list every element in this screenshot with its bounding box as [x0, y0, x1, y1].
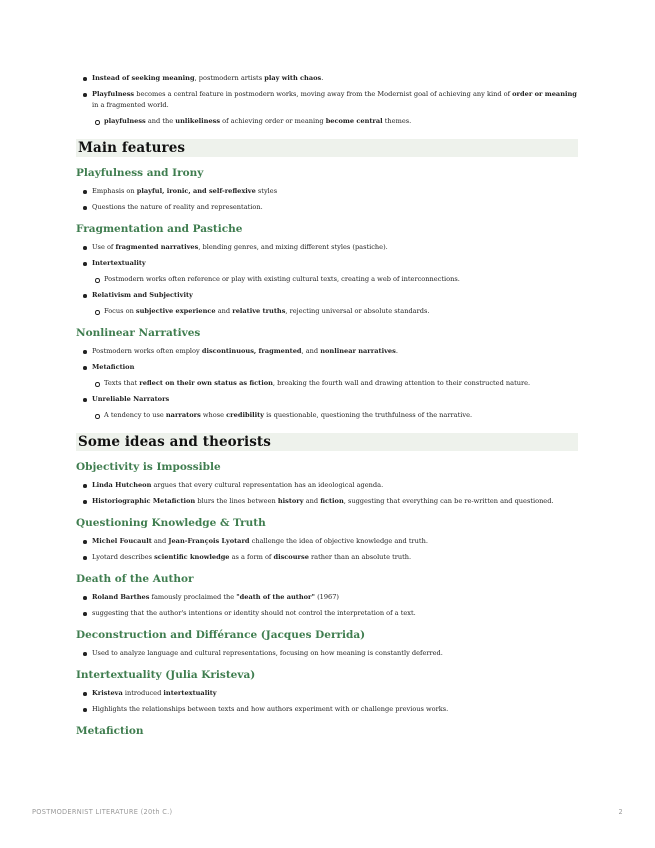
page-content: [76, 73, 578, 744]
list-item: [76, 73, 578, 84]
subsection-heading: Death of the Author: [76, 573, 194, 585]
text-run: challenge the idea of objective knowledge and truth.: [249, 537, 428, 545]
text-run: famously proclaimed the: [149, 593, 237, 601]
intro-bullet-list: [76, 73, 578, 127]
text-run: .: [395, 347, 398, 355]
bold-text: unlikeliness: [175, 117, 221, 125]
list-item: [76, 362, 578, 373]
list-item: [76, 346, 578, 357]
text-run: , blending genres, and mixing different styles (pastiche).: [198, 243, 388, 251]
bold-text: Kristeva: [92, 689, 123, 697]
bold-text: discourse: [273, 553, 309, 561]
sub-list-item: [76, 378, 578, 389]
list-item: [76, 394, 578, 405]
bullet-list: [76, 242, 578, 317]
bold-text: playful, ironic, and self-reflexive: [136, 187, 256, 195]
text-run: and the: [145, 117, 176, 125]
text-run: Emphasis on: [92, 187, 137, 195]
bullet-list: [76, 480, 578, 507]
footer-title: POSTMODERNIST LITERATURE (20th C.): [32, 808, 173, 816]
text-run: (1967): [314, 593, 339, 601]
subsection-heading: Nonlinear Narratives: [76, 327, 201, 339]
subsection-heading: Intertextuality (Julia Kristeva): [76, 669, 256, 681]
bold-text: Michel Foucault: [92, 537, 152, 545]
sub-list-item: [76, 116, 578, 127]
text-run: and: [215, 307, 233, 315]
bold-text: credibility: [226, 411, 264, 419]
bold-text: relative truths: [232, 307, 286, 315]
list-item: [76, 496, 578, 507]
text-run: suggesting that the author's intentions or identity should not control the interpretation of a text.: [92, 609, 416, 617]
text-run: becomes a central feature in postmodern works, moving away from the Modernist goal of achieving any kind of: [134, 90, 513, 98]
list-item: [76, 89, 578, 111]
bold-text: fragmented narratives: [115, 243, 199, 251]
text-run: Used to analyze language and cultural representations, focusing on how meaning is constantly deferred.: [92, 649, 443, 657]
section-heading: Some ideas and theorists: [76, 433, 578, 451]
text-run: whose: [200, 411, 227, 419]
bullet-list: [76, 186, 578, 213]
text-run: in a fragmented world.: [92, 101, 169, 109]
text-run: styles: [255, 187, 278, 195]
bold-text: play with chaos: [264, 74, 322, 82]
bold-text: history: [277, 497, 304, 505]
text-run: Postmodern works often reference or play with existing cultural texts, creating a web of interconnections.: [104, 275, 460, 283]
sub-list-item: [76, 306, 578, 317]
bold-text: Instead of seeking meaning: [92, 74, 195, 82]
sections-container: [76, 139, 578, 738]
text-run: introduced: [122, 689, 164, 697]
list-item: [76, 202, 578, 213]
list-item: [76, 480, 578, 491]
text-run: Lyotard describes: [92, 553, 155, 561]
list-item: [76, 258, 578, 269]
sub-list-item: [76, 274, 578, 285]
bold-text: nonlinear narratives: [320, 347, 396, 355]
bullet-list: [76, 346, 578, 421]
list-item: [76, 186, 578, 197]
bold-text: Jean-François Lyotard: [168, 537, 250, 545]
bold-text: order or meaning: [512, 90, 577, 98]
bold-text: "death of the author": [236, 593, 315, 601]
text-run: of achieving order or meaning: [220, 117, 326, 125]
page-footer: [32, 808, 623, 816]
list-item: [76, 704, 578, 715]
list-item: [76, 536, 578, 547]
text-run: Questions the nature of reality and representation.: [92, 203, 263, 211]
text-run: Postmodern works often employ: [92, 347, 202, 355]
bold-text: Linda Hutcheon: [92, 481, 152, 489]
text-run: Use of: [92, 243, 116, 251]
bold-text: playfulness: [104, 117, 146, 125]
subsection-heading: Deconstruction and Différance (Jacques Derrida): [76, 629, 366, 641]
subsection-heading: Metafiction: [76, 725, 144, 737]
bold-text: Intertextuality: [92, 259, 146, 267]
text-run: argues that every cultural representation has an ideological agenda.: [151, 481, 384, 489]
bullet-list: [76, 536, 578, 563]
text-run: , rejecting universal or absolute standards.: [285, 307, 430, 315]
list-item: [76, 242, 578, 253]
bold-text: Playfulness: [92, 90, 135, 98]
text-run: Texts that: [104, 379, 140, 387]
sub-list-item: [76, 410, 578, 421]
list-item: [76, 648, 578, 659]
text-run: , suggesting that everything can be re-written and questioned.: [343, 497, 554, 505]
bullet-list: [76, 688, 578, 715]
list-item: [76, 608, 578, 619]
text-run: and: [303, 497, 321, 505]
bold-text: discontinuous, fragmented: [201, 347, 302, 355]
bold-text: Unreliable Narrators: [92, 395, 170, 403]
bold-text: Metafiction: [92, 363, 135, 371]
bold-text: reflect on their own status as fiction: [139, 379, 273, 387]
bold-text: scientific knowledge: [154, 553, 230, 561]
bold-text: narrators: [165, 411, 201, 419]
list-item: [76, 688, 578, 699]
text-run: .: [321, 74, 324, 82]
subsection-heading: Objectivity is Impossible: [76, 461, 221, 473]
text-run: , breaking the fourth wall and drawing attention to their constructed nature.: [272, 379, 531, 387]
text-run: Focus on: [104, 307, 136, 315]
text-run: , and: [301, 347, 321, 355]
bullet-list: [76, 648, 578, 659]
bold-text: fiction: [320, 497, 344, 505]
text-run: A tendency to use: [104, 411, 166, 419]
subsection-heading: Questioning Knowledge & Truth: [76, 517, 266, 529]
list-item: [76, 290, 578, 301]
text-run: blurs the lines between: [195, 497, 278, 505]
text-run: rather than an absolute truth.: [308, 553, 412, 561]
page-number: 2: [618, 808, 623, 816]
bold-text: Relativism and Subjectivity: [92, 291, 193, 299]
section-heading: Main features: [76, 139, 578, 157]
list-item: [76, 592, 578, 603]
bold-text: Roland Barthes: [92, 593, 150, 601]
text-run: themes.: [382, 117, 412, 125]
bold-text: intertextuality: [163, 689, 217, 697]
bullet-list: [76, 592, 578, 619]
text-run: Highlights the relationships between texts and how authors experiment with or challenge previous works.: [92, 705, 449, 713]
text-run: as a form of: [229, 553, 274, 561]
subsection-heading: Fragmentation and Pastiche: [76, 223, 243, 235]
bold-text: subjective experience: [135, 307, 216, 315]
list-item: [76, 552, 578, 563]
text-run: is questionable, questioning the truthfulness of the narrative.: [263, 411, 473, 419]
bold-text: become central: [325, 117, 383, 125]
bold-text: Historiographic Metafiction: [92, 497, 196, 505]
subsection-heading: Playfulness and Irony: [76, 167, 204, 179]
text-run: , postmodern artists: [194, 74, 265, 82]
text-run: and: [151, 537, 169, 545]
